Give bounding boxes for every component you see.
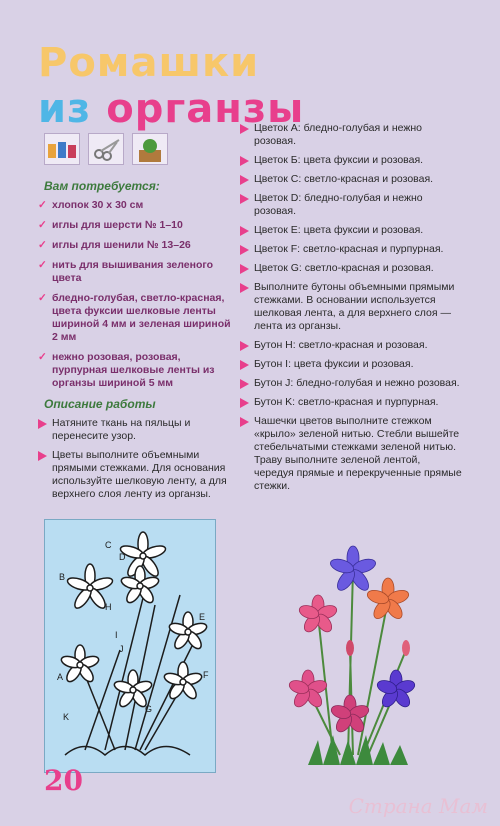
page-title xyxy=(38,40,304,132)
step-paragraph xyxy=(240,262,462,275)
description-text: Цветы выполните объемными прямыми стежками. Для основания используйте шелковую ленту, а для верхнего слоя ленту из органзы. xyxy=(52,449,227,500)
step-text: Цветок F: светло-красная и пурпурная. xyxy=(254,243,444,255)
scissors-thumbnail xyxy=(88,133,124,165)
bullet-triangle-icon xyxy=(240,226,249,236)
bullet-triangle-icon xyxy=(38,419,47,429)
materials-thumbnails xyxy=(44,133,168,165)
diagram-label: H xyxy=(105,602,112,612)
right-column xyxy=(240,122,462,499)
bullet-triangle-icon xyxy=(240,175,249,185)
step-paragraph xyxy=(240,339,462,352)
requirements-list xyxy=(38,199,234,390)
step-paragraph xyxy=(240,281,462,333)
step-text: Цветок G: светло-красная и розовая. xyxy=(254,262,434,274)
diagram-label: E xyxy=(199,612,206,622)
diagram-label: I xyxy=(115,630,118,640)
description-heading: Описание работы xyxy=(44,397,156,411)
requirement-item: ✓ нежно розовая, розовая, пурпурная шелковые ленты из органзы шириной 5 мм xyxy=(38,351,234,390)
bullet-triangle-icon xyxy=(240,156,249,166)
bullet-triangle-icon xyxy=(240,398,249,408)
step-paragraph xyxy=(240,415,462,493)
diagram-label: K xyxy=(63,712,70,722)
bullet-triangle-icon xyxy=(240,341,249,351)
description-paragraph xyxy=(38,449,234,501)
thread-spools-thumbnail xyxy=(44,133,80,165)
diagram-label: A xyxy=(57,672,64,682)
bud xyxy=(402,640,410,656)
requirements-heading: Вам потребуется: xyxy=(44,179,160,193)
title-word-organza: органзы xyxy=(106,86,305,132)
bullet-triangle-icon xyxy=(240,417,249,427)
diagram-label: B xyxy=(59,572,66,582)
pink-flower xyxy=(298,595,339,635)
step-text: Чашечки цветов выполните стежком «крыло» зеленой нитью. Стебли вышейте стебельчатыми стежками зеленой нитью. Траву выполните зеленой лентой, чередуя прямые и перекрученные прямые стежки. xyxy=(254,415,462,492)
requirement-item: ✓ иглы для шенили № 13–26 xyxy=(38,239,234,252)
bullet-triangle-icon xyxy=(240,283,249,293)
bullet-triangle-icon xyxy=(240,360,249,370)
site-watermark: Страна Мам xyxy=(348,794,488,818)
requirement-item: ✓ нить для вышивания зеленого цвета xyxy=(38,259,234,285)
step-text: Цветок E: цвета фуксии и розовая. xyxy=(254,224,424,236)
step-text: Бутон K: светло-красная и пурпурная. xyxy=(254,396,439,408)
step-paragraph xyxy=(240,396,462,409)
bullet-triangle-icon xyxy=(240,379,249,389)
embroidery-pattern-diagram xyxy=(44,519,216,773)
step-paragraph xyxy=(240,154,462,167)
title-word-iz: из xyxy=(38,86,92,132)
bullet-triangle-icon xyxy=(240,194,249,204)
orange-flower xyxy=(366,578,411,621)
step-paragraph xyxy=(240,358,462,371)
step-text: Цветок А: бледно-голубая и нежно розовая. xyxy=(254,122,423,147)
finished-embroidery-illustration xyxy=(278,540,438,770)
flower-outline xyxy=(60,645,100,684)
step-text: Бутон J: бледно-голубая и нежно розовая. xyxy=(254,377,460,389)
step-paragraph xyxy=(240,173,462,186)
bud xyxy=(346,640,354,656)
step-paragraph xyxy=(240,224,462,237)
requirement-item: ✓ иглы для шерсти № 1–10 xyxy=(38,219,234,232)
bullet-triangle-icon xyxy=(240,264,249,274)
page-number: 20 xyxy=(44,764,83,797)
step-text: Цветок D: бледно-голубая и нежно розовая. xyxy=(254,192,423,217)
bullet-triangle-icon xyxy=(240,124,249,134)
bullet-triangle-icon xyxy=(240,245,249,255)
description-paragraph xyxy=(38,417,234,443)
left-column xyxy=(38,180,234,507)
step-paragraph xyxy=(240,243,462,256)
title-line-1: Ромашки xyxy=(38,40,260,86)
step-text: Бутон I: цвета фуксии и розовая. xyxy=(254,358,414,370)
bullet-triangle-icon xyxy=(38,451,47,461)
step-text: Цветок C: светло-красная и розовая. xyxy=(254,173,434,185)
purple-flower xyxy=(376,670,417,710)
step-paragraph xyxy=(240,122,462,148)
diagram-label: D xyxy=(119,552,126,562)
diagram-label: C xyxy=(105,540,112,550)
step-paragraph xyxy=(240,377,462,390)
embroidery-sample-thumbnail xyxy=(132,133,168,165)
pink-flower xyxy=(288,670,329,710)
step-paragraph xyxy=(240,192,462,218)
step-text: Бутон H: светло-красная и розовая. xyxy=(254,339,428,351)
requirement-item: ✓ бледно-голубая, светло-красная, цвета фуксии шелковые ленты шириной 4 мм и зеленая шириной 2 мм xyxy=(38,292,234,344)
diagram-label: G xyxy=(145,704,153,714)
magenta-flower xyxy=(330,695,371,735)
step-text: Цветок Б: цвета фуксии и розовая. xyxy=(254,154,424,166)
diagram-label: F xyxy=(203,670,209,680)
flower-outline xyxy=(163,662,203,701)
step-text: Выполните бутоны объемными прямыми стежками. В основании используется шелковая лента, а для верхнего слоя — лента из органзы. xyxy=(254,281,455,332)
diagram-label: J xyxy=(119,644,124,654)
requirement-item: ✓ хлопок 30 х 30 см xyxy=(38,199,234,212)
description-text: Натяните ткань на пяльцы и перенесите узор. xyxy=(52,417,191,442)
